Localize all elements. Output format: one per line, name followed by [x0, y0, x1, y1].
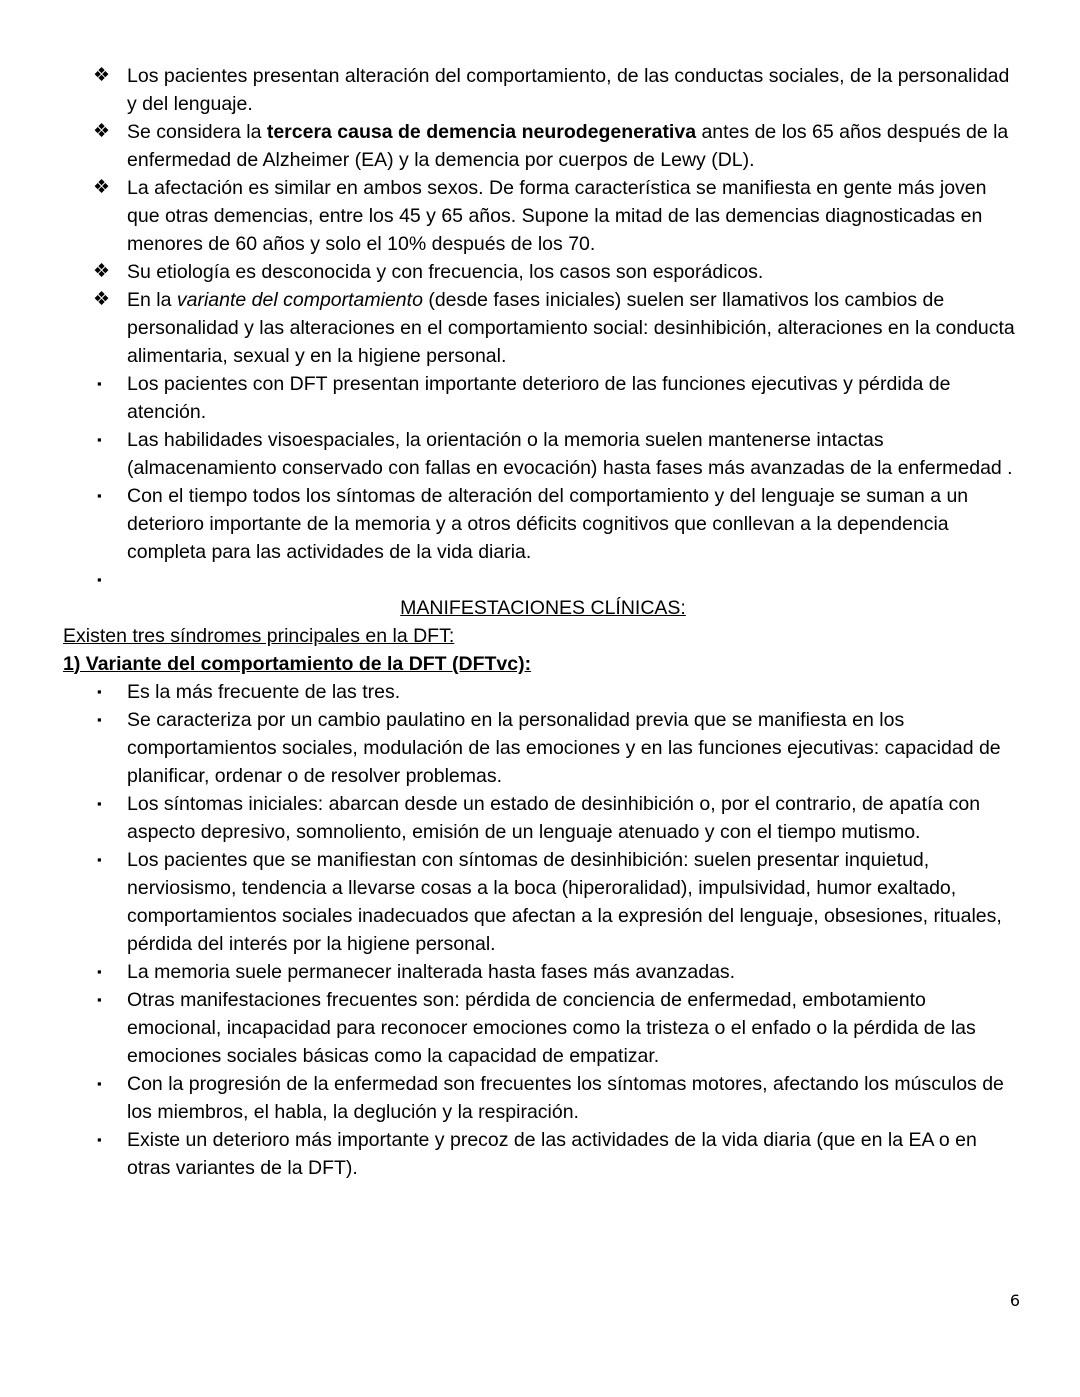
list-item-text: Se considera la: [127, 121, 267, 143]
list-item: [63, 678, 1023, 706]
list-item-text: Los pacientes presentan alteración del comportamiento, de las conductas sociales, de la personalidad y del lenguaje.: [127, 65, 1010, 115]
square-bullet-icon: ▪: [97, 1132, 102, 1147]
intro-bullet-list: [63, 62, 1023, 594]
bold-phrase: tercera causa de demencia neurodegenerativa: [266, 121, 697, 143]
page-number: 6: [1009, 1291, 1020, 1310]
list-item-text: Con el tiempo todos los síntomas de alteración del comportamiento y del lenguaje se suman a un deterioro importante de la memoria y a otros déficits cognitivos que conllevan a la dependencia completa para las actividades de la vida diaria.: [127, 485, 969, 563]
list-item: [63, 846, 1023, 958]
list-item: [63, 706, 1023, 790]
list-item-text: Otras manifestaciones frecuentes son: pérdida de conciencia de enfermedad, embotamiento emocional, incapacidad para reconocer emociones como la tristeza o el enfado o la pérdida de las emociones sociales básicas como la capacidad de empatizar.: [127, 989, 976, 1067]
list-item: [63, 790, 1023, 846]
diamond-bullet-icon: ❖: [93, 121, 111, 142]
diamond-bullet-icon: ❖: [93, 177, 111, 198]
list-item: [63, 258, 1023, 286]
list-item-text: En la: [127, 289, 177, 311]
page-content: [63, 62, 1023, 1182]
list-item: [63, 566, 1023, 594]
list-item-text: Con la progresión de la enfermedad son frecuentes los síntomas motores, afectando los músculos de los miembros, el habla, la deglución y la respiración.: [127, 1073, 1004, 1123]
subsection-title: [63, 650, 1023, 678]
section-intro: Existen tres síndromes principales en la DFT:: [63, 625, 455, 647]
square-bullet-icon: ▪: [97, 796, 102, 811]
list-item-text: (desde fases iniciales) suelen ser llamativos los cambios de personalidad y las alteraciones en el comportamiento social: desinhibición, alteraciones en la conducta alimentaria, sexual y en la higiene personal.: [127, 289, 1015, 367]
list-item: [63, 426, 1023, 482]
square-bullet-icon: ▪: [97, 488, 102, 503]
list-item: [63, 174, 1023, 258]
square-bullet-icon: ▪: [97, 684, 102, 699]
subsection-number: 1: [63, 653, 74, 675]
list-item-text: Las habilidades visoespaciales, la orientación o la memoria suelen mantenerse intactas (almacenamiento conservado con fallas en evocación) hasta fases más avanzadas de la enfermedad .: [127, 429, 1013, 479]
list-item-text: Existe un deterioro más importante y precoz de las actividades de la vida diaria (que en la EA o en otras variantes de la DFT).: [127, 1129, 977, 1179]
subsection-bullet-list: [63, 678, 1023, 1182]
square-bullet-icon: ▪: [97, 1076, 102, 1091]
square-bullet-icon: ▪: [97, 964, 102, 979]
list-item: [63, 286, 1023, 370]
italic-phrase: variante del comportamiento: [176, 289, 423, 311]
list-item: [63, 62, 1023, 118]
square-bullet-icon: ▪: [97, 572, 102, 587]
list-item-text: Es la más frecuente de las tres.: [127, 681, 401, 703]
list-item-text: La memoria suele permanecer inalterada hasta fases más avanzadas.: [127, 961, 736, 983]
list-item: [63, 1070, 1023, 1126]
square-bullet-icon: ▪: [97, 852, 102, 867]
square-bullet-icon: ▪: [97, 992, 102, 1007]
list-item-text: Su etiología es desconocida y con frecuencia, los casos son esporádicos.: [127, 261, 764, 283]
list-item: [63, 958, 1023, 986]
list-item: [63, 1126, 1023, 1182]
list-item-text: La afectación es similar en ambos sexos. De forma característica se manifiesta en gente más joven que otras demencias, entre los 45 y 65 años. Supone la mitad de las demencias diagnosticadas en menores de 60 años y solo el 10% después de los 70.: [127, 177, 987, 255]
diamond-bullet-icon: ❖: [93, 65, 111, 86]
list-item-text: antes de los 65 años después de la enfermedad de Alzheimer (EA) y la demencia por cuerpos de Lewy (DL).: [127, 121, 1009, 171]
square-bullet-icon: ▪: [97, 712, 102, 727]
list-item-text: Se caracteriza por un cambio paulatino en la personalidad previa que se manifiesta en los comportamientos sociales, modulación de las emociones y en las funciones ejecutivas: capacidad de planificar, ordenar o de resolver problemas.: [127, 709, 1001, 787]
list-item-text: Los pacientes con DFT presentan importante deterioro de las funciones ejecutivas y pérdida de atención.: [127, 373, 951, 423]
square-bullet-icon: ▪: [97, 376, 102, 391]
subsection-title-text: ) Variante del comportamiento de la DFT (DFTvc):: [73, 653, 532, 675]
diamond-bullet-icon: ❖: [93, 289, 111, 310]
list-item: [63, 986, 1023, 1070]
section-heading: MANIFESTACIONES CLÍNICAS:: [400, 597, 686, 619]
diamond-bullet-icon: ❖: [93, 261, 111, 282]
square-bullet-icon: ▪: [97, 432, 102, 447]
list-item-text: Los síntomas iniciales: abarcan desde un estado de desinhibición o, por el contrario, de apatía con aspecto depresivo, somnoliento, emisión de un lenguaje atenuado y con el tiempo mutismo.: [127, 793, 981, 843]
list-item-text: Los pacientes que se manifiestan con síntomas de desinhibición: suelen presentar inquietud, nerviosismo, tendencia a llevarse cosas a la boca (hiperoralidad), impulsividad, humor exaltado, comportamientos sociales inadecuados que afectan a la expresión del lenguaje, obsesiones, rituales, pérdida del interés por la higiene personal.: [127, 849, 1002, 955]
list-item: [63, 118, 1023, 174]
list-item: [63, 482, 1023, 566]
list-item: [63, 370, 1023, 426]
